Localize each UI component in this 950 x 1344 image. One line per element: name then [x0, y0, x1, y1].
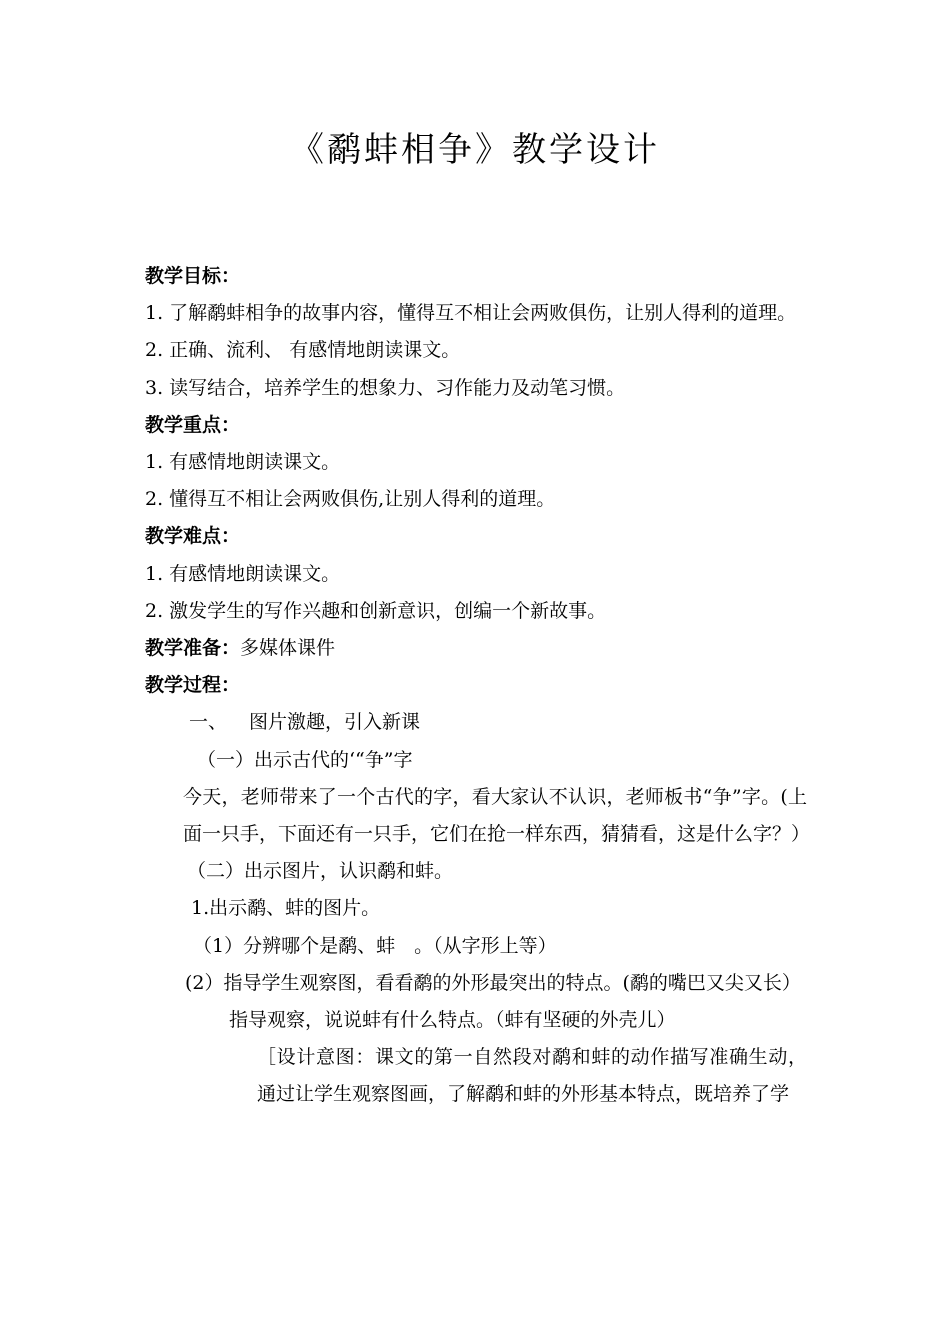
part-1-heading: （一）出示古代的‘“争”字: [197, 748, 413, 771]
preparation-value: 多媒体课件: [240, 637, 336, 660]
section-1-title: 图片激趣，引入新课: [249, 711, 421, 734]
objective-item-1: 1. 了解鹬蚌相争的故事内容，懂得互不相让会两败俱伤，让别人得利的道理。: [145, 302, 797, 325]
difficulty-item-2: 2. 激发学生的写作兴趣和创新意识，创编一个新故事。: [145, 599, 607, 622]
design-note: ［设计意图：课文的第一自然段对鹬和蚌的动作描写准确生动，通过让学生观察图画，了解鹬和蚌的外形基本特点，既培养了学: [257, 1046, 807, 1106]
difficulties-heading: 教学难点：: [145, 525, 241, 548]
process-heading: 教学过程：: [145, 674, 241, 697]
step-1-1: （1）分辨哪个是鹬、蚌 。（从字形上等）: [193, 934, 557, 957]
document-body: [145, 258, 811, 1114]
difficulty-item-1: 1. 有感情地朗读课文。: [145, 562, 341, 585]
step-1: 1.出示鹬、蚌的图片。: [191, 897, 381, 920]
step-1-2: (2）指导学生观察图，看看鹬的外形最突出的特点。(鹬的嘴巴又尖又长）: [185, 971, 801, 994]
step-1-3: 指导观察，说说蚌有什么特点。（蚌有坚硬的外壳儿）: [229, 1009, 676, 1032]
part-1-text: 今天，老师带来了一个古代的字，看大家认不认识，老师板书“争”字。(上面一只手，下面还有一只手，它们在抢一样东西，猜猜看，这是什么字？）: [183, 785, 811, 846]
preparation-line: [145, 630, 807, 667]
key-points-heading: 教学重点：: [145, 413, 241, 436]
preparation-heading: 教学准备：: [145, 637, 241, 660]
objective-item-2: 2. 正确、流利、 有感情地朗读课文。: [145, 339, 461, 362]
part-2-heading: （二）出示图片，认识鹬和蚌。: [187, 860, 454, 883]
objectives-heading: 教学目标：: [145, 265, 241, 287]
document-title: 《鹬蚌相争》教学设计: [290, 130, 660, 170]
key-point-item-2: 2. 懂得互不相让会两败俱伤,让别人得利的道理。: [145, 488, 556, 511]
section-1-line: [145, 704, 807, 741]
objective-item-3: 3. 读写结合，培养学生的想象力、习作能力及动笔习惯。: [145, 376, 626, 399]
key-point-item-1: 1. 有感情地朗读课文。: [145, 451, 341, 474]
section-1-label: 一、: [189, 711, 228, 734]
